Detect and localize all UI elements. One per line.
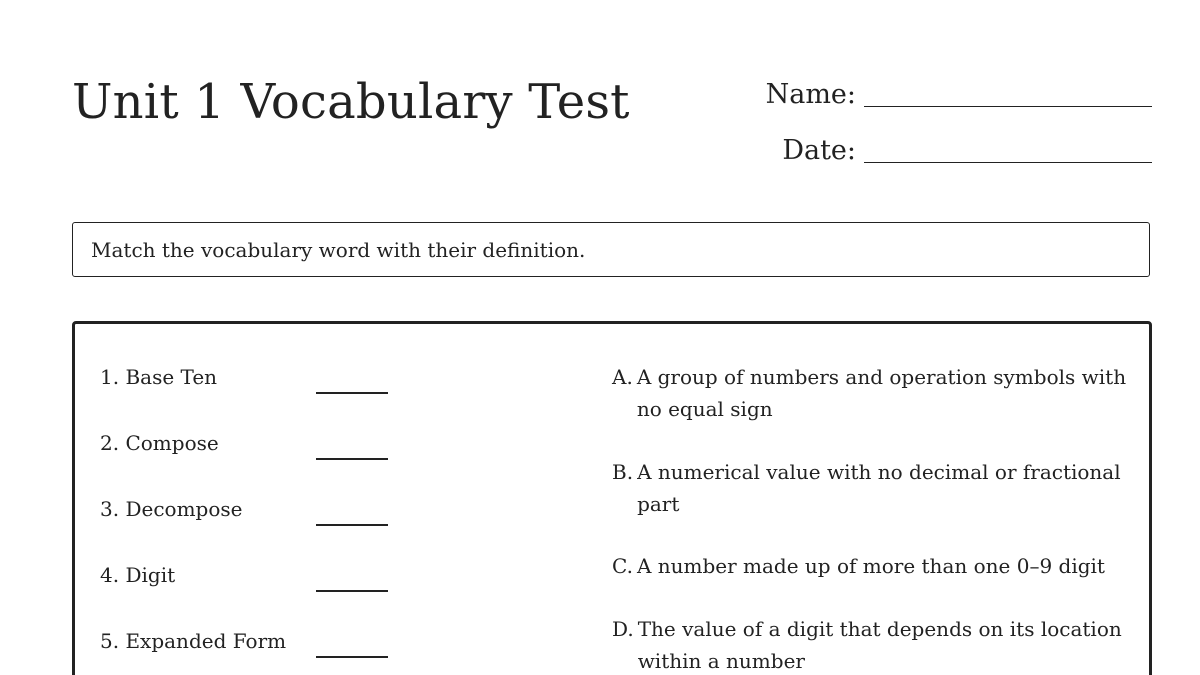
word-text: Digit bbox=[125, 563, 176, 587]
answer-blank-4 bbox=[316, 590, 388, 592]
definition-b bbox=[612, 456, 1137, 520]
word-text: Compose bbox=[125, 431, 219, 455]
definition-letter: B. bbox=[612, 460, 634, 484]
vocab-word-5 bbox=[100, 625, 286, 657]
word-text: Expanded Form bbox=[125, 629, 287, 653]
word-text: Base Ten bbox=[125, 365, 218, 389]
word-text: Decompose bbox=[125, 497, 243, 521]
answer-blank-3 bbox=[316, 524, 388, 526]
date-label: Date: bbox=[782, 135, 856, 166]
vocab-word-3 bbox=[100, 493, 242, 525]
definition-a bbox=[612, 361, 1137, 425]
instructions-box bbox=[72, 222, 1150, 277]
word-number: 1. bbox=[100, 365, 120, 389]
answer-blank-5 bbox=[316, 656, 388, 658]
word-number: 4. bbox=[100, 563, 120, 587]
page-title: Unit 1 Vocabulary Test bbox=[72, 74, 630, 130]
definition-text: A group of numbers and operation symbols with no equal sign bbox=[636, 365, 1127, 421]
word-number: 2. bbox=[100, 431, 120, 455]
definition-letter: D. bbox=[612, 617, 634, 641]
definition-text: A number made up of more than one 0–9 digit bbox=[636, 554, 1105, 578]
answer-blank-1 bbox=[316, 392, 388, 394]
definition-letter: A. bbox=[612, 365, 633, 389]
vocab-word-4 bbox=[100, 559, 175, 591]
definition-text: The value of a digit that depends on its location within a number bbox=[637, 617, 1122, 673]
definition-text: A numerical value with no decimal or fractional part bbox=[637, 460, 1121, 516]
name-label: Name: bbox=[765, 79, 856, 110]
date-field bbox=[782, 134, 1152, 168]
word-number: 5. bbox=[100, 629, 120, 653]
definition-d bbox=[612, 613, 1137, 675]
word-number: 3. bbox=[100, 497, 120, 521]
answer-blank-2 bbox=[316, 458, 388, 460]
date-line bbox=[864, 162, 1152, 163]
vocab-word-1 bbox=[100, 361, 217, 393]
name-line bbox=[864, 106, 1152, 107]
vocab-word-2 bbox=[100, 427, 219, 459]
matching-section bbox=[72, 321, 1152, 675]
instructions-text: Match the vocabulary word with their definition. bbox=[91, 237, 586, 262]
definition-c bbox=[612, 550, 1137, 582]
definition-letter: C. bbox=[612, 554, 633, 578]
name-field bbox=[766, 78, 1152, 112]
